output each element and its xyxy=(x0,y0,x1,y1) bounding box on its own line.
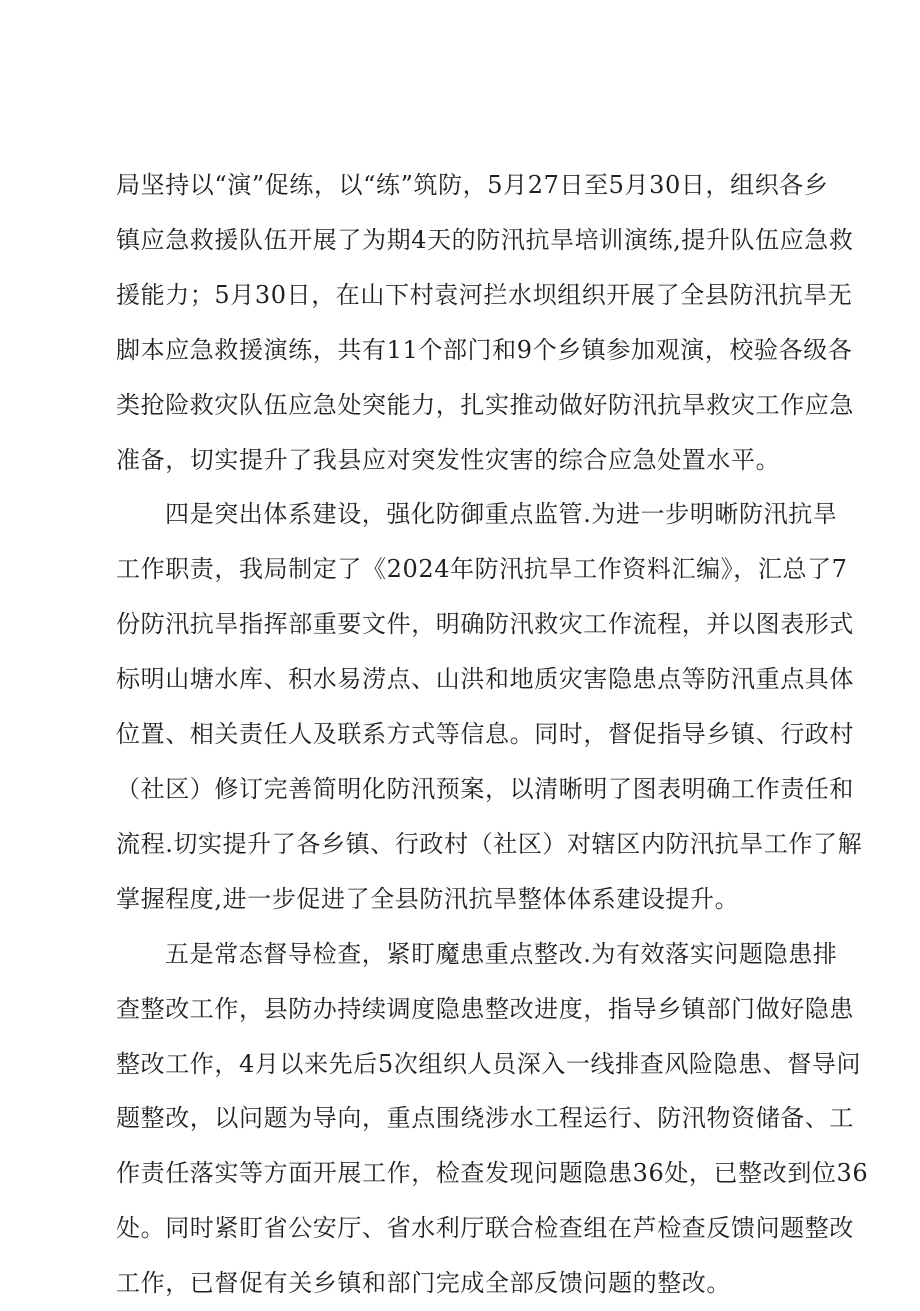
paragraph-line: 标明山塘水库、积水易涝点、山洪和地质灾害隐患点等防汛重点具体 xyxy=(116,665,854,694)
paragraph-line: 五是常态督导检查，紧盯魔患重点整改.为有效落实问题隐患排 xyxy=(165,939,838,968)
paragraph-line: 流程.切实提升了各乡镇、行政村（社区）对辖区内防汛抗旱工作了解 xyxy=(116,829,863,858)
paragraph-line: 题整改，以问题为导向，重点围绕涉水工程运行、防汛物资储备、工 xyxy=(116,1104,854,1133)
paragraph-line: 位置、相关责任人及联系方式等信息。同时，督促指导乡镇、行政村 xyxy=(116,720,854,749)
paragraph-line: 份防汛抗旱指挥部重要文件，明确防汛救灾工作流程，并以图表形式 xyxy=(116,610,854,639)
paragraph-line: 掌握程度,进一步促进了全县防汛抗旱整体体系建设提升。 xyxy=(116,884,740,913)
paragraph-line: 局坚持以“演”促练，以“练”筑防，5月27日至5月30日，组织各乡 xyxy=(116,171,829,199)
paragraph-line: 整改工作，4月以来先后5次组织人员深入一线排查风险隐患、督导问 xyxy=(116,1049,862,1078)
paragraph-inspection xyxy=(116,927,869,1311)
paragraph-line: 镇应急救援队伍开展了为期4天的防汛抗旱培训演练,提升队伍应急救 xyxy=(116,225,854,254)
paragraph-line: 援能力；5月30日，在山下村袁河拦水坝组织开展了全县防汛抗旱无 xyxy=(116,280,853,309)
paragraph-line: 类抢险救灾队伍应急处突能力，扎实推动做好防汛抗旱救灾工作应急 xyxy=(116,390,854,419)
paragraph-flood-drill-continuation xyxy=(116,158,854,487)
paragraph-line: 准备，切实提升了我县应对突发性灾害的综合应急处置水平。 xyxy=(116,445,781,474)
paragraph-line: 四是突出体系建设，强化防御重点监管.为进一步明晰防汛抗旱 xyxy=(165,500,838,529)
document-body xyxy=(116,158,869,1311)
paragraph-line: 作责任落实等方面开展工作，检查发现问题隐患36处，已整改到位36 xyxy=(116,1159,869,1188)
paragraph-system-building xyxy=(116,487,863,926)
paragraph-line: 脚本应急救援演练，共有11个部门和9个乡镇参加观演，校验各级各 xyxy=(116,335,853,364)
paragraph-line: （社区）修订完善简明化防汛预案，以清晰明了图表明确工作责任和 xyxy=(116,774,854,803)
paragraph-line: 工作，已督促有关乡镇和部门完成全部反馈问题的整改。 xyxy=(116,1269,731,1298)
paragraph-line: 工作职责，我局制定了《2024年防汛抗旱工作资料汇编》，汇总了7 xyxy=(116,555,848,584)
paragraph-line: 处。同时紧盯省公安厅、省水利厅联合检查组在芦检查反馈问题整改 xyxy=(116,1214,854,1243)
paragraph-line: 查整改工作，县防办持续调度隐患整改进度，指导乡镇部门做好隐患 xyxy=(116,994,854,1023)
